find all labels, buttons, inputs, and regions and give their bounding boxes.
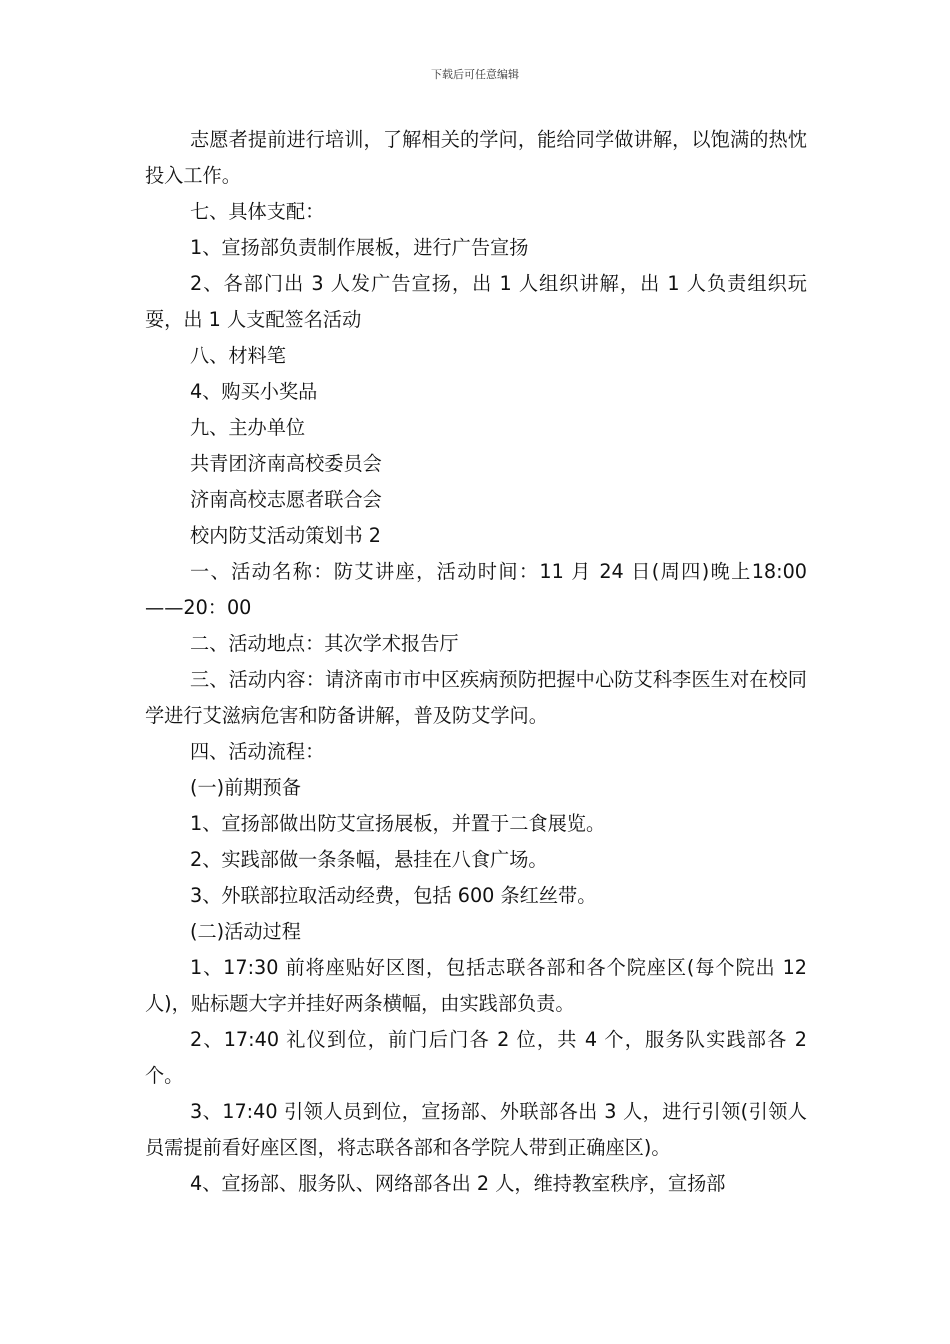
paragraph: 共青团济南高校委员会 — [190, 452, 382, 475]
paragraph: 3、外联部拉取活动经费，包括 600 条红丝带。 — [190, 884, 597, 907]
paragraph: 2、各部门出 3 人发广告宣扬，出 1 人组织讲解，出 1 人负责组织玩耍，出 1 人支配签名活动 — [145, 272, 807, 331]
paragraph: 4、宣扬部、服务队、网络部各出 2 人，维持教室秩序，宣扬部 — [190, 1172, 726, 1195]
paragraph: 2、17:40 礼仪到位，前门后门各 2 位，共 4 个，服务队实践部各 2 个。 — [145, 1028, 807, 1087]
paragraph: 3、17:40 引领人员到位，宣扬部、外联部各出 3 人，进行引领(引领人员需提前看好座区图，将志联各部和各学院人带到正确座区)。 — [145, 1100, 807, 1159]
paragraph: 二、活动地点：其次学术报告厅 — [190, 632, 459, 655]
paragraph: 校内防艾活动策划书 2 — [190, 524, 381, 547]
paragraph: (一)前期预备 — [190, 776, 301, 799]
paragraph: 八、材料笔 — [190, 344, 286, 367]
paragraph: 四、活动流程： — [190, 740, 325, 763]
paragraph: 三、活动内容：请济南市市中区疾病预防把握中心防艾科李医生对在校同学进行艾滋病危害和防备讲解，普及防艾学问。 — [145, 668, 807, 727]
paragraph: (二)活动过程 — [190, 920, 301, 943]
page-header: 下载后可任意编辑 — [431, 68, 519, 81]
paragraph: 1、17:30 前将座贴好区图，包括志联各部和各个院座区(每个院出 12 人)，贴标题大字并挂好两条横幅，由实践部负责。 — [145, 956, 807, 1015]
paragraph: 1、宣扬部负责制作展板，进行广告宣扬 — [190, 236, 529, 259]
paragraph: 济南高校志愿者联合会 — [190, 488, 382, 511]
paragraph: 2、实践部做一条条幅，悬挂在八食广场。 — [190, 848, 548, 871]
document-body — [145, 122, 807, 1202]
paragraph: 一、活动名称：防艾讲座，活动时间：11 月 24 日(周四)晚上18:00——20：00 — [145, 560, 807, 619]
paragraph: 志愿者提前进行培训，了解相关的学问，能给同学做讲解，以饱满的热忱投入工作。 — [145, 128, 807, 187]
paragraph: 九、主办单位 — [190, 416, 306, 439]
paragraph: 七、具体支配： — [190, 200, 325, 223]
paragraph: 4、购买小奖品 — [190, 380, 318, 403]
paragraph: 1、宣扬部做出防艾宣扬展板，并置于二食展览。 — [190, 812, 606, 835]
